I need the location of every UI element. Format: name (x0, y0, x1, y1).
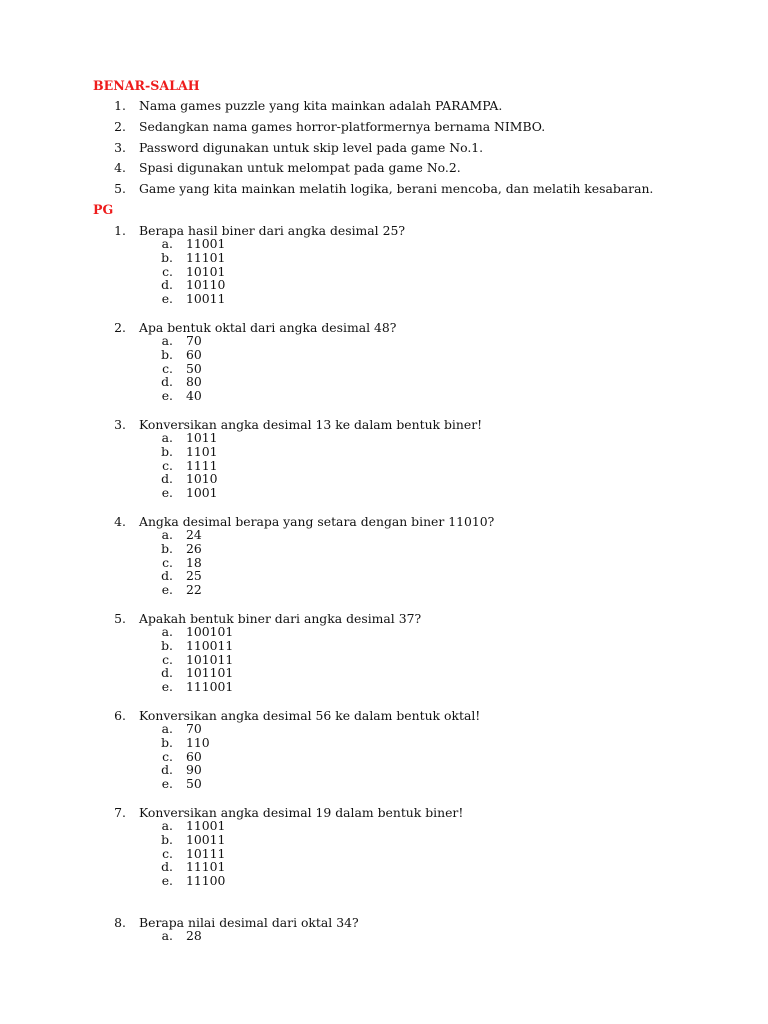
option-letter: c. (162, 554, 173, 570)
option-list (0, 625, 768, 694)
option-text: 60 (186, 748, 202, 764)
option-item (0, 569, 768, 583)
option-letter: e. (161, 776, 173, 792)
option-text: 80 (186, 374, 202, 390)
option-letter: b. (161, 540, 173, 556)
option-list (0, 722, 768, 791)
option-letter: d. (161, 374, 173, 390)
option-item (0, 929, 768, 943)
question-1 (0, 223, 768, 306)
option-item (0, 389, 768, 403)
option-letter: a. (161, 818, 173, 833)
item-number: 3. (114, 139, 126, 155)
option-text: 26 (186, 540, 202, 556)
option-letter: c. (162, 748, 173, 764)
option-item (0, 334, 768, 348)
section-heading-benar-salah: BENAR-SALAH (93, 78, 200, 93)
option-item (0, 528, 768, 542)
question-line (0, 417, 768, 431)
option-letter: b. (161, 734, 173, 750)
option-item (0, 583, 768, 597)
option-item (0, 375, 768, 389)
option-list (0, 237, 768, 306)
option-item (0, 736, 768, 750)
item-text: Spasi digunakan untuk melompat pada game No.2. (139, 160, 461, 176)
question-line (0, 611, 768, 625)
option-item (0, 763, 768, 777)
option-item (0, 639, 768, 653)
option-text: 10011 (186, 291, 226, 307)
option-text: 11001 (186, 236, 226, 251)
question-3 (0, 417, 768, 500)
option-letter: e. (161, 873, 173, 889)
option-letter: e. (161, 582, 173, 598)
question-number: 3. (114, 417, 126, 432)
question-number: 8. (114, 915, 126, 930)
option-text: 1010 (186, 471, 218, 487)
option-item (0, 680, 768, 694)
question-6 (0, 708, 768, 791)
option-letter: c. (162, 845, 173, 861)
option-text: 70 (186, 721, 202, 736)
option-text: 101011 (186, 651, 234, 667)
option-letter: a. (161, 236, 173, 251)
option-letter: e. (161, 291, 173, 307)
option-item (0, 486, 768, 500)
question-number: 6. (114, 708, 126, 723)
option-letter: c. (162, 457, 173, 473)
option-letter: d. (161, 277, 173, 293)
question-7 (0, 805, 768, 888)
option-text: 28 (186, 928, 202, 943)
option-text: 1111 (186, 457, 218, 473)
list-item (0, 160, 768, 181)
option-text: 25 (186, 568, 202, 584)
list-item (0, 140, 768, 161)
option-item (0, 874, 768, 888)
option-text: 70 (186, 333, 202, 348)
option-item (0, 278, 768, 292)
option-item (0, 653, 768, 667)
item-number: 2. (114, 118, 126, 134)
option-item (0, 666, 768, 680)
option-item (0, 860, 768, 874)
item-number: 1. (114, 98, 126, 113)
option-item (0, 237, 768, 251)
option-text: 22 (186, 582, 202, 598)
option-item (0, 292, 768, 306)
option-letter: a. (161, 333, 173, 348)
option-item (0, 265, 768, 279)
option-text: 40 (186, 388, 202, 404)
question-text: Konversikan angka desimal 13 ke dalam bentuk biner! (139, 417, 483, 432)
question-text: Apa bentuk oktal dari angka desimal 48? (139, 320, 397, 335)
option-letter: d. (161, 471, 173, 487)
option-text: 10111 (186, 845, 226, 861)
option-letter: b. (161, 443, 173, 459)
option-text: 50 (186, 360, 202, 376)
option-letter: a. (161, 527, 173, 542)
option-item (0, 459, 768, 473)
option-list (0, 528, 768, 597)
option-item (0, 348, 768, 362)
option-text: 1101 (186, 443, 218, 459)
option-item (0, 833, 768, 847)
option-item (0, 445, 768, 459)
list-item (0, 119, 768, 140)
option-text: 1011 (186, 430, 218, 445)
item-text: Password digunakan untuk skip level pada game No.1. (139, 139, 484, 155)
option-item (0, 847, 768, 861)
option-text: 10101 (186, 263, 226, 279)
option-letter: d. (161, 568, 173, 584)
option-letter: e. (161, 485, 173, 501)
item-number: 5. (114, 181, 126, 197)
option-text: 18 (186, 554, 202, 570)
section-heading-pg: PG (93, 202, 114, 217)
option-letter: d. (161, 762, 173, 778)
question-8 (0, 915, 768, 943)
true-false-list (0, 98, 768, 202)
option-letter: b. (161, 637, 173, 653)
question-text: Angka desimal berapa yang setara dengan biner 11010? (139, 514, 495, 529)
option-text: 110011 (186, 637, 234, 653)
question-line (0, 915, 768, 929)
option-text: 10011 (186, 831, 226, 847)
item-text: Sedangkan nama games horror-platformernya bernama NIMBO. (139, 118, 546, 134)
option-text: 60 (186, 346, 202, 362)
option-text: 100101 (186, 624, 234, 639)
option-letter: c. (162, 263, 173, 279)
option-letter: b. (161, 346, 173, 362)
option-letter: b. (161, 831, 173, 847)
option-item (0, 819, 768, 833)
option-letter: d. (161, 665, 173, 681)
option-text: 24 (186, 527, 202, 542)
option-item (0, 431, 768, 445)
option-letter: c. (162, 360, 173, 376)
option-list (0, 819, 768, 888)
question-text: Konversikan angka desimal 56 ke dalam bentuk oktal! (139, 708, 481, 723)
question-number: 4. (114, 514, 126, 529)
option-list (0, 431, 768, 500)
item-text: Game yang kita mainkan melatih logika, berani mencoba, dan melatih kesabaran. (139, 181, 654, 197)
question-number: 2. (114, 320, 126, 335)
option-item (0, 556, 768, 570)
option-text: 101101 (186, 665, 234, 681)
question-line (0, 223, 768, 237)
option-list (0, 929, 768, 943)
option-item (0, 750, 768, 764)
question-line (0, 805, 768, 819)
question-line (0, 320, 768, 334)
option-letter: e. (161, 388, 173, 404)
question-line (0, 708, 768, 722)
list-item (0, 181, 768, 202)
question-line (0, 514, 768, 528)
option-letter: a. (161, 928, 173, 943)
option-text: 90 (186, 762, 202, 778)
question-2 (0, 320, 768, 403)
option-item (0, 722, 768, 736)
option-item (0, 251, 768, 265)
option-text: 11100 (186, 873, 226, 889)
option-letter: d. (161, 859, 173, 875)
question-text: Berapa nilai desimal dari oktal 34? (139, 915, 359, 930)
question-4 (0, 514, 768, 597)
option-text: 110 (186, 734, 210, 750)
item-number: 4. (114, 160, 126, 176)
option-letter: b. (161, 249, 173, 265)
option-letter: e. (161, 679, 173, 695)
option-letter: a. (161, 430, 173, 445)
question-number: 7. (114, 805, 126, 820)
option-letter: a. (161, 624, 173, 639)
list-item (0, 98, 768, 119)
option-item (0, 625, 768, 639)
option-text: 1001 (186, 485, 218, 501)
question-number: 5. (114, 611, 126, 626)
question-text: Berapa hasil biner dari angka desimal 25? (139, 223, 405, 238)
question-text: Apakah bentuk biner dari angka desimal 37? (139, 611, 422, 626)
option-text: 11001 (186, 818, 226, 833)
option-letter: a. (161, 721, 173, 736)
option-item (0, 542, 768, 556)
option-list (0, 334, 768, 403)
option-text: 11101 (186, 249, 226, 265)
option-text: 111001 (186, 679, 234, 695)
item-text: Nama games puzzle yang kita mainkan adalah PARAMPA. (139, 98, 503, 113)
option-text: 50 (186, 776, 202, 792)
option-item (0, 777, 768, 791)
option-item (0, 362, 768, 376)
option-text: 10110 (186, 277, 226, 293)
question-5 (0, 611, 768, 694)
option-text: 11101 (186, 859, 226, 875)
option-letter: c. (162, 651, 173, 667)
option-item (0, 472, 768, 486)
question-number: 1. (114, 223, 126, 238)
question-text: Konversikan angka desimal 19 dalam bentuk biner! (139, 805, 464, 820)
